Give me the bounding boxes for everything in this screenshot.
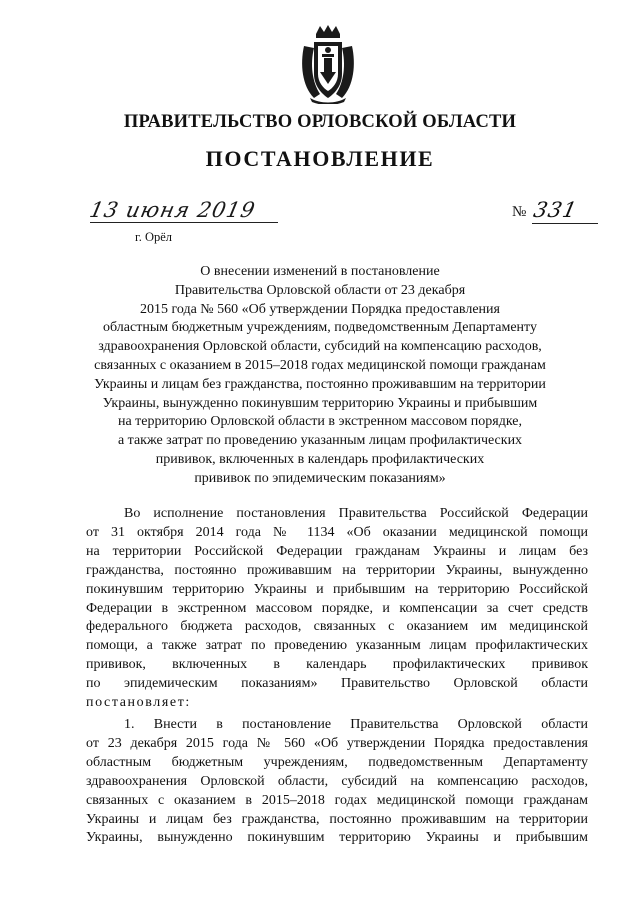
paragraph-line: на территории Российской Федерации гражданам Украины и лицам без [86, 543, 588, 559]
paragraph-line: покинувшим территорию Украины и прибывшим на территорию Российской [86, 581, 588, 597]
date-underline [90, 222, 278, 223]
paragraph-line: от 23 декабря 2015 года № 560 «Об утверждении Порядка предоставления [86, 735, 588, 751]
number-sign: № [512, 204, 527, 220]
subject-line: здравоохранения Орловской области, субсидий на компенсацию расходов, [98, 339, 542, 355]
coat-of-arms-emblem [296, 24, 360, 104]
number-underline [532, 223, 598, 224]
subject-line: а также затрат по проведению указанным лицам профилактических [117, 433, 523, 449]
paragraph-line: 1. Внести в постановление Правительства Орловской области [124, 717, 588, 732]
government-title: ПРАВИТЕЛЬСТВО ОРЛОВСКОЙ ОБЛАСТИ [123, 112, 517, 132]
subject-line: прививок, включенных в календарь профилактических [155, 451, 485, 467]
paragraph-line: от 31 октября 2014 года № 1134 «Об оказании медицинской помощи [86, 524, 588, 540]
paragraph-line: Во исполнение постановления Правительства Российской Федерации [124, 506, 588, 521]
paragraph-line: Украины и лицам без гражданства, постоянно проживавшим на территории [86, 811, 588, 827]
subject-line: 2015 года № 560 «Об утверждении Порядка предоставления [139, 301, 500, 317]
subject-line: прививок по эпидемическим показаниям» [194, 470, 446, 486]
subject-line: Правительства Орловской области от 23 декабря [174, 282, 466, 298]
subject-line: на территорию Орловской области в экстренном массовом порядке, [117, 414, 523, 430]
paragraph-line: прививок, включенных в календарь профилактических прививок [86, 657, 588, 673]
subject-line: Украины, вынужденно покинувшим территорию Украины и прибывшим [102, 395, 538, 411]
paragraph-line: по эпидемическим показаниям» Правительство Орловской области [86, 676, 588, 692]
item-1-paragraph [86, 716, 588, 848]
subject-line: Украины и лицам без гражданства, постоянно проживавшим на территории [94, 376, 546, 392]
resolves-word: постановляет: [86, 695, 191, 711]
paragraph-line: областным бюджетным учреждениям, подведомственным Департаменту [86, 754, 588, 770]
paragraph-line: связанных с оказанием в 2015–2018 годах медицинской помощи гражданам [86, 792, 588, 808]
preamble-paragraph [86, 505, 588, 713]
paragraph-line: помощи, а также затрат по проведению указанным лицам профилактических [86, 638, 588, 654]
document-city: г. Орёл [135, 230, 173, 244]
paragraph-line: Украины, вынужденно покинувшим территорию Украины и прибывшим [86, 830, 588, 846]
subject-line: связанных с оказанием в 2015–2018 годах медицинской помощи гражданам [94, 357, 546, 373]
document-number [512, 200, 602, 230]
paragraph-line: гражданства, постоянно проживавшим на территории Украины, вынужденно [86, 562, 588, 578]
document-date [87, 198, 280, 228]
document-subject [82, 263, 558, 489]
coat-of-arms-icon [296, 24, 360, 104]
document-type: ПОСТАНОВЛЕНИЕ [205, 146, 435, 171]
paragraph-line: здравоохранения Орловской области, субсидий на компенсацию расходов, [86, 773, 588, 789]
date-value: 13 июня 2019 [87, 198, 258, 222]
number-value: 331 [531, 198, 580, 222]
subject-line: О внесении изменений в постановление [200, 264, 440, 279]
paragraph-line: Федерации в экстренном массовом порядке, и компенсации за счет средств [86, 600, 588, 616]
subject-line: областным бюджетным учреждениям, подведомственным Департаменту [103, 320, 537, 336]
paragraph-line: федерального бюджета расходов, связанных с оказанием им медицинской [86, 619, 588, 635]
